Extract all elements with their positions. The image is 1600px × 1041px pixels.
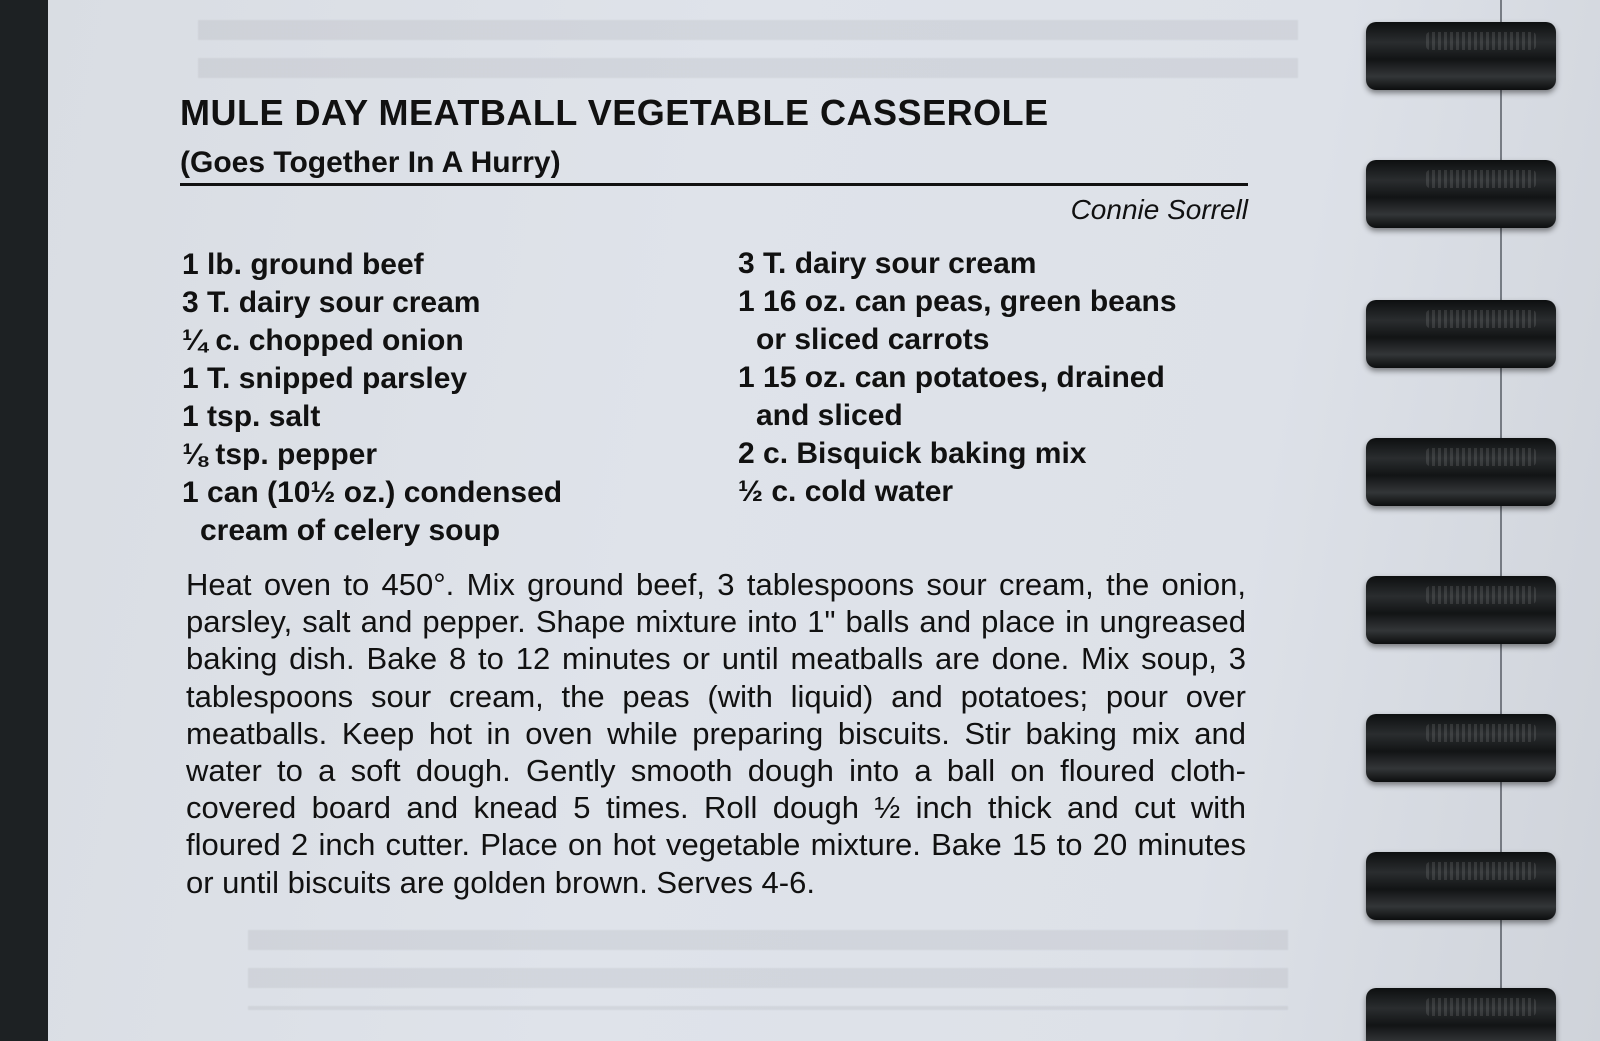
show-through-text [198,20,1298,80]
binding-ring [1366,714,1556,782]
binding-ring [1366,576,1556,644]
recipe-title: MULE DAY MEATBALL VEGETABLE CASSEROLE [180,92,1049,133]
recipe-author: Connie Sorrell [1070,194,1248,225]
ingredient-line: 1 T. snipped parsley [182,362,468,395]
title-underline [180,183,1248,186]
ingredient-line: 1 16 oz. can peas, green beans [738,285,1177,318]
ingredient-line: 3 T. dairy sour cream [738,247,1037,280]
binding-ring [1366,988,1556,1041]
binding-ring [1366,852,1556,920]
ingredient-line-continued: or sliced carrots [756,323,990,356]
ingredient-line: ½ c. cold water [738,475,954,508]
ingredient-line: 1 can (10½ oz.) condensed [182,476,563,509]
ingredients-left-column [182,246,562,550]
ingredient-line: ⅛ tsp. pepper [182,438,378,471]
ingredient-line: 1 15 oz. can potatoes, drained [738,361,1165,394]
ingredient-line-continued: and sliced [756,399,903,432]
ingredients-right-column [738,245,1177,511]
ingredient-line: 1 lb. ground beef [182,248,424,281]
binding-ring [1366,438,1556,506]
binding-ring [1366,300,1556,368]
recipe-directions: Heat oven to 450°. Mix ground beef, 3 tablespoons sour cream, the onion, parsley, salt and pepper. Shape mixture into 1" balls and place in ungreased baking dish. Bake 8 to 12 minutes or until meatballs are done. Mix soup, 3 tablespoons sour cream, the peas (with liquid) and potatoes; pour over meatballs. Keep hot in oven while preparing biscuits. Stir baking mix and water to a soft dough. Gently smooth dough into a ball on floured cloth-covered board and knead 5 times. Roll dough ½ inch thick and cut with floured 2 inch cutter. Place on hot vegetable mixture. Bake 15 to 20 minutes or until biscuits are golden brown. Serves 4-6. [186,567,1246,900]
binding-ring [1366,160,1556,228]
ingredient-line: 1 tsp. salt [182,400,321,433]
ingredient-line: 3 T. dairy sour cream [182,286,481,319]
show-through-text [248,930,1288,1010]
recipe-subtitle: (Goes Together In A Hurry) [180,146,561,179]
ingredient-line: 2 c. Bisquick baking mix [738,437,1087,470]
ingredient-line: ¼ c. chopped onion [182,324,464,357]
ingredient-line-continued: cream of celery soup [200,514,501,547]
binding-ring [1366,22,1556,90]
